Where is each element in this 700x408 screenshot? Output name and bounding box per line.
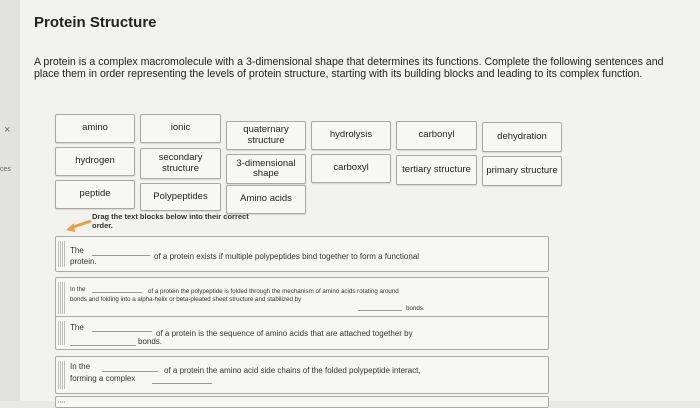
drag-handle-icon[interactable] (58, 321, 66, 345)
close-icon[interactable]: × (4, 124, 11, 136)
chip-secondary-structure[interactable]: secondary structure (140, 148, 221, 179)
chip-dehydration[interactable]: dehydration (482, 122, 562, 152)
sentence-primary[interactable] (55, 316, 549, 350)
chip-hydrolysis[interactable]: hydrolysis (311, 121, 391, 150)
drag-handle-icon[interactable] (58, 361, 66, 389)
chip-3-dimensional-shape[interactable]: 3-dimensional shape (226, 154, 306, 184)
sentence-end: bonds. (406, 305, 425, 312)
chip-peptide[interactable]: peptide (55, 180, 135, 209)
sentence-prefix: The (70, 246, 84, 255)
chip-polypeptides[interactable]: Polypeptides (140, 183, 221, 211)
page-title: Protein Structure (34, 14, 157, 31)
chip-primary-structure[interactable]: primary structure (482, 156, 562, 186)
question-panel (20, 0, 700, 401)
sentence-end: bonds. (138, 337, 163, 346)
question-description: A protein is a complex macromolecule with a 3-dimensional shape that determines its functions. Complete the following sentences and place them in order representing the levels of protein structure, starting with its building blocks and leading to its complex function. (34, 56, 664, 80)
cut-off-label: ces (0, 166, 11, 173)
sentence-text: of a protein the polypeptide is folded through the mechanism of amino acids rotating around (148, 288, 399, 295)
chip-ionic[interactable]: ionic (140, 114, 221, 143)
sentence-text: of a protein the amino acid side chains of the folded polypeptide interact, (164, 366, 421, 375)
sentence-secondary[interactable] (55, 277, 549, 319)
left-edge-strip (0, 0, 21, 401)
chip-carboxyl[interactable]: carboxyl (311, 154, 391, 183)
chip-hydrogen[interactable]: hydrogen (55, 147, 135, 176)
sentence-prefix: In the (70, 362, 91, 371)
arrow-icon (64, 219, 92, 235)
sentence-continuation: forming a complex (70, 374, 136, 383)
sentence-quaternary[interactable] (55, 236, 549, 272)
answer-blank[interactable] (358, 310, 402, 311)
answer-blank[interactable] (70, 345, 136, 346)
sentence-text: of a protein is the sequence of amino acids that are attached together by (156, 329, 413, 338)
answer-blank[interactable] (92, 292, 142, 293)
chip-amino-acids[interactable]: Amino acids (226, 185, 306, 214)
answer-blank[interactable] (92, 331, 152, 332)
chip-quaternary-structure[interactable]: quaternary structure (226, 121, 306, 150)
sentence-tertiary[interactable] (55, 356, 549, 394)
answer-blank[interactable] (92, 255, 150, 256)
sentence-text: of a protein exists if multiple polypeptides bind together to form a functional (154, 252, 420, 261)
answer-blank[interactable] (152, 383, 212, 384)
sentence-partial[interactable] (55, 396, 549, 408)
sentence-prefix: In the (70, 286, 86, 293)
drag-handle-icon[interactable] (58, 282, 66, 314)
sentence-continuation: bonds and folding into a alpha-helix or beta-pleated sheet structure and stabilized by (70, 296, 302, 303)
chip-amino[interactable]: amino (55, 114, 135, 143)
answer-blank[interactable] (102, 371, 158, 372)
chip-carbonyl[interactable]: carbonyl (396, 121, 477, 150)
drag-instruction: Drag the text blocks below into their correct order. (92, 212, 249, 230)
drag-handle-icon[interactable] (58, 241, 66, 267)
sentence-continuation: protein. (70, 257, 97, 266)
chip-tertiary-structure[interactable]: tertiary structure (396, 155, 477, 185)
sentence-prefix: The (70, 323, 84, 332)
drag-handle-icon[interactable] (58, 401, 66, 403)
